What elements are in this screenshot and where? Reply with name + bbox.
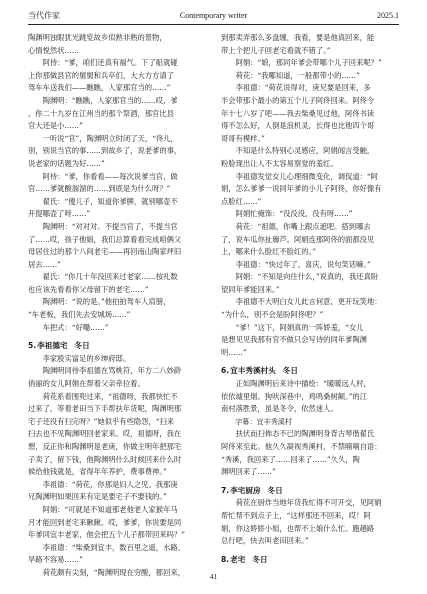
text-line: 旱路不容易……” <box>28 555 83 565</box>
text-line: 过来了，等着老田当下手帮扶年货呢，陶渊明那 <box>28 404 182 414</box>
text-line: 俏丽的女儿阿娟在帮着父亲牵拉着。 <box>28 379 145 389</box>
text-line: 是想见见我那有官不做只会写诗的同年爹陶渊 <box>221 335 367 345</box>
text-line: 阿娟忙掩饰：“没没没，没有呀……” <box>235 209 353 219</box>
text-line: 总行吧，快去叫老田回来。” <box>221 536 309 546</box>
section-number: 7. <box>221 485 230 495</box>
text-line: 不知是什么特别心灵感应，阿娟闻言受触， <box>235 146 375 156</box>
text-line: 哥哥有模样。” <box>221 133 265 143</box>
section-location: 李宅厨房 <box>230 485 261 495</box>
text-line: 阿侍：“爹，咱们还真有福气。下了船就碰 <box>42 58 178 68</box>
text-line: 上，哪来什么脸红不脸红的。” <box>221 247 316 257</box>
text-line: 明……” <box>221 347 247 357</box>
text-line: 李祖德：“荷花说得对，庚兄要是回来，多 <box>235 83 371 93</box>
text-line: 陶渊明：“对对对。不提当官了，不提当官 <box>42 221 178 231</box>
text-line: ，你二十九岁在江州当的那个祭酒，那官比县 <box>28 108 174 118</box>
text-line: 阿娟：“不知是向往什么，”说真的，我还真盼 <box>235 272 379 282</box>
text-line: 候给他钱就是，省得年年养护，费事费神。” <box>28 467 167 477</box>
text-line: 上你那做县官的舅舅和兵卒们，大大方方请了 <box>28 70 174 80</box>
text-line: 带上个把儿子回老宅看就不错了。” <box>221 45 331 55</box>
text-line: 驾车车送我们——瞧瞧，人家那官当的……” <box>28 83 171 93</box>
text-line: 陶渊明：“瞧瞧，人家那官当的……哎，爹 <box>42 95 178 105</box>
text-line: 李祖德：“快过年了，喜庆，说句笑话嘛。” <box>235 259 371 269</box>
text-line: 了……哎，孩子他娘，我们总算看看完成咱俩父 <box>28 234 182 244</box>
issue-number: 2025.1 <box>377 11 399 20</box>
text-line: 帮忙帮不到点子上，“这样那还不回来，哎！阿 <box>221 510 371 520</box>
text-line: 陶渊明浊眼犹光跳览故乡似熟非熟的景物， <box>28 33 167 42</box>
text-line: 别，别说当官的事……到故乡了，说老爹的事， <box>28 146 182 156</box>
left-column <box>28 32 206 577</box>
text-line: 荷花：“我哪知道，一般都带小的……” <box>235 70 360 80</box>
section-time: 冬日 <box>267 485 283 495</box>
text-line: 陶渊明：“说的是。”他拍拍驾车人肩膀， <box>42 297 171 307</box>
right-column <box>221 32 399 562</box>
section-number: 6. <box>221 366 230 376</box>
text-line: 得不怎么好，人倒是浪机灵，长得也比他四个哥 <box>221 121 375 131</box>
text-line: 李祖德：“柴桑到宜丰，数百里之遥，水路、 <box>42 542 185 552</box>
section-location: 李祖德宅 <box>37 341 68 351</box>
text-line: 李祖德发觉女儿心理细微变化，调侃道：“阿 <box>235 171 378 181</box>
text-line: 荷花：“祖德，你嘴上跟点遮吧。搭到哪去 <box>235 221 371 231</box>
text-line: 月才能回到老宅来瞅瞅。哎，爹爹，你说要是同 <box>28 517 182 527</box>
text-line: 到那卖弄那么多盘缠，我看，要是他真回来，能 <box>221 33 375 42</box>
header-rule <box>28 24 399 25</box>
text-line: 荷花颇有尖刻，“陶渊明现在穷酸，都回来， <box>42 567 185 577</box>
text-line: 一听说“官”，陶渊明立时闭了天，“佟儿， <box>42 133 178 143</box>
section-time: 冬日 <box>252 554 268 564</box>
text-line: 了，说车瓜你扯薅芦。阿娟连那阿佟的面都没见 <box>221 234 375 244</box>
text-line: 粉脸现出让人不太容易察觉的羞红。 <box>221 158 338 168</box>
text-line: 半会带那个最小的第五个儿子阿佟回来。阿佟今 <box>221 95 375 105</box>
text-line: 说老家的话题为好……” <box>28 158 105 168</box>
text-line: 也应该先看看你父母留下的老宅……” <box>28 284 149 294</box>
text-line: 阿佟来至此。他久久凝视秀溪村，不禁喃喃自语： <box>221 442 382 451</box>
text-line: 阿娟：“娘，那同年爹会带哪个儿子回来呢？” <box>235 58 382 68</box>
text-line: 李祖德不大明白女儿此言何意，更开玩笑地： <box>235 297 382 307</box>
journal-name-english: Contemporary writer <box>179 11 248 20</box>
text-line: 兄陶渊明如果回来有定是要宅子不要钱的。” <box>28 492 167 502</box>
text-line: 娟，你这娇娇小姐，也帮不上娘什么忙。跑趟路 <box>221 523 375 533</box>
text-line: 陶渊明同侍李祖德在骂桃符，年方二八妙龄 <box>42 366 182 376</box>
text-line: 居去……” <box>28 259 61 269</box>
text-line: 南村落胜景，虽是冬令，依然迷人。 <box>221 404 338 414</box>
text-line: “为什么，别不会是盼阿佟吧？” <box>221 310 324 320</box>
text-line: 正如陶渊明后来诗中描绘：“暖暖远人村， <box>235 379 371 389</box>
section-number: 5. <box>28 341 37 351</box>
text-line: 宅子还没有扫完呀？”她似乎有些隐怨，“扫来 <box>28 416 175 426</box>
running-header <box>28 10 399 22</box>
text-line: 年十七八岁了吧——我去柴桑见过他，阿佟书读 <box>221 108 375 118</box>
text-line: 荷花在厨炸当地年货我忙得不可开交，见阿娟 <box>235 498 382 508</box>
text-line: 母居住过的那个八间老宅——再回南山陶家坪旧 <box>28 247 182 257</box>
text-line: “车老板，我们先去安城场……” <box>28 310 131 320</box>
section-time: 冬日 <box>74 341 90 351</box>
text-line: 开提哪壶了呀……” <box>28 209 91 219</box>
text-line: 阿侍：“爹，你看看——每次说爹当官，做 <box>42 171 178 181</box>
text-line: 子卖了，留下钱，他陶渊明什么时候回来什么时 <box>28 454 182 464</box>
text-line: 阿娟：“可就是不知道那老他老人家猴年马 <box>42 504 178 514</box>
text-line: 想，反正你和陶渊明是老庚，你做主明年把那宅 <box>28 442 182 451</box>
text-line: “爹！”这下，阿娟真的一阵娇羞，“女儿 <box>235 322 364 332</box>
text-line: 扶伏而扫佈态不已的陶渊明身背古琴偕翟氏 <box>235 429 375 439</box>
section-heading <box>221 365 399 378</box>
section-heading <box>28 340 206 353</box>
text-line: 心情悦然状…… <box>28 45 80 55</box>
text-line: “秀溪，我回来了……回来了……”久久，陶 <box>221 454 360 464</box>
text-line: 望同年爹能回来。” <box>221 284 280 294</box>
subtitle-caption: 字幕：宜丰秀溪村 <box>235 416 292 426</box>
journal-name-chinese: 当代作家 <box>28 11 60 20</box>
section-location: 宜丰秀溪村头 <box>230 366 276 376</box>
text-line: 依依墟里烟。狗吠深巷中，鸡鸣桑树颠。”的江 <box>221 391 368 401</box>
section-location: 老宅 <box>230 554 246 564</box>
text-line: 娟，怎么爹爹一说同年爹的小儿子阿佟，你好像有 <box>221 184 382 194</box>
text-line: 车把式：“好嘞……” <box>42 322 109 332</box>
text-line: 翟氏：“你几十年没回来过老家……按礼数 <box>42 272 178 282</box>
text-line: 官大还是小……” <box>28 121 83 131</box>
text-line: 扫去也不见陶渊明回老家来。哎，祖德呀，我在 <box>28 429 182 439</box>
text-line: 渊明回来了……” <box>221 467 276 477</box>
section-number: 8. <box>221 554 230 564</box>
text-line: 荷花系着围兜过来，“祖德呀，我都快忙不 <box>42 391 178 401</box>
section-time: 冬日 <box>282 366 298 376</box>
text-line: 翟氏：“傻儿子，知道你爹脾，就别哪壶不 <box>42 196 178 206</box>
page-number: 41 <box>209 572 218 581</box>
section-heading <box>221 554 399 567</box>
text-line: 李家殷实富足的乡绅府邸。 <box>42 353 131 363</box>
text-line: 官……爹就酸溜溜的……到底是为什么呀？” <box>28 184 171 194</box>
text-line: 点脸红……” <box>221 196 262 206</box>
text-line: 年爹同宜丰老家，他会把五个儿子都带回来吗？” <box>28 530 185 540</box>
section-heading <box>221 485 399 498</box>
text-line: 李祖德：“荷花，你那是妇人之见。我那庚 <box>42 479 178 489</box>
